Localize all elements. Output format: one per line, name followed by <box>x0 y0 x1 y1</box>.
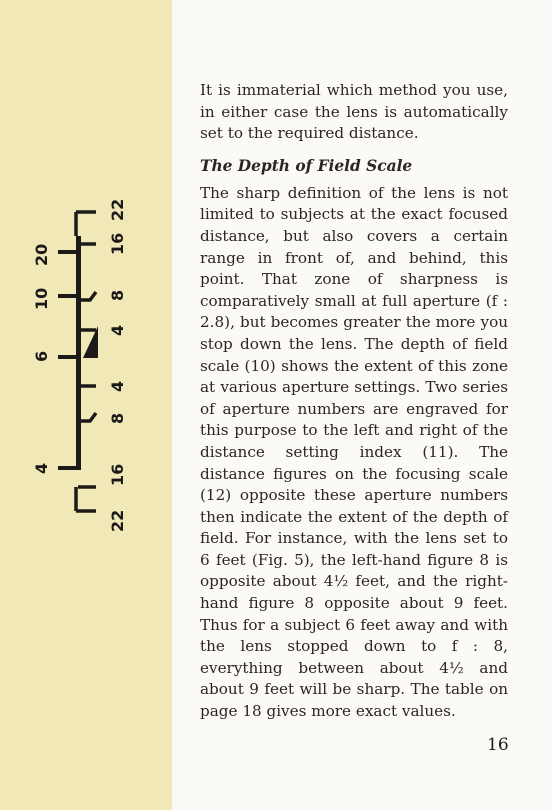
page-text <box>200 80 508 723</box>
depth-of-field-scale-figure <box>0 0 172 810</box>
distance-label-20: 20 <box>32 243 51 266</box>
intro-paragraph: It is immaterial which method you use, in either case the lens is automatically set to the required distance. <box>200 81 508 143</box>
aperture-label-4-near: 4 <box>108 380 127 392</box>
body-paragraph: The sharp definition of the lens is not limited to subjects at the exact focused distance, but also covers a certain range in front of, and behind, this point. That zone of sharpness is comparatively small at full aperture (f : 2.8), but becomes greater the more you stop down the lens. The depth of field scale (10) shows the extent of this zone at various aperture settings. Two series of aperture numbers are engraved for this purpose to the left and right of the distance setting index (11). The distance figures on the focusing scale (12) opposite these aperture numbers then indicate the extent of the depth of field. For instance, with the lens set to 6 feet (Fig. 5), the left-hand figure 8 is opposite about 4½ feet, and the right-hand figure 8 opposite about 9 feet. Thus for a subject 6 feet away and with the lens stopped down to f : 8, everything between about 4½ and about 9 feet will be sharp. The table on page 18 gives more exact values. <box>200 183 508 721</box>
aperture-label-8-far: 8 <box>108 289 127 301</box>
aperture-bracket-lower <box>76 487 96 511</box>
distance-scale-bar <box>76 236 81 468</box>
aperture-tick-8-far <box>80 292 96 300</box>
aperture-label-22-far: 22 <box>108 198 127 221</box>
aperture-tick-8-near <box>80 413 96 421</box>
section-heading: The Depth of Field Scale <box>200 156 413 175</box>
aperture-label-16-far: 16 <box>108 232 127 255</box>
distance-label-10: 10 <box>32 287 51 310</box>
aperture-label-4-far: 4 <box>108 324 127 336</box>
aperture-bracket-upper <box>76 212 96 236</box>
aperture-label-16-near: 16 <box>108 463 127 486</box>
page-number: 16 <box>487 735 509 755</box>
aperture-label-22-near: 22 <box>108 509 127 532</box>
aperture-label-8-near: 8 <box>108 412 127 424</box>
depth-of-field-scale-panel <box>0 0 172 810</box>
distance-label-4: 4 <box>32 462 51 474</box>
distance-label-6: 6 <box>32 350 51 362</box>
